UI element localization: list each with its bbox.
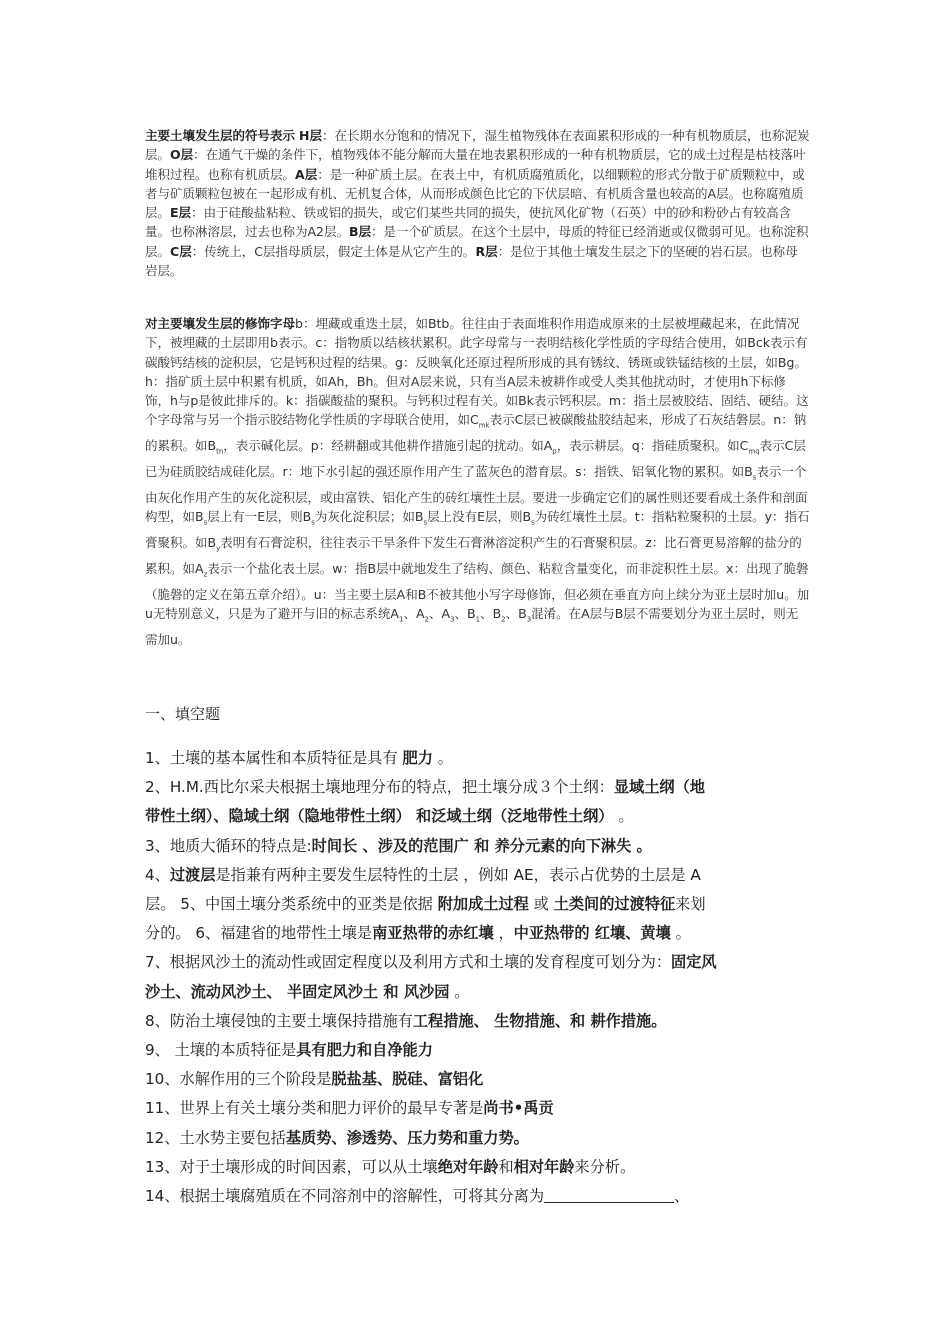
subscript: z: [203, 570, 208, 579]
answer-text: 相对年龄: [513, 1157, 575, 1176]
question-8: [145, 1007, 810, 1036]
question-text: 。: [432, 749, 453, 767]
suffix-text: 层上有一E层，则B: [207, 509, 312, 525]
subscript: s: [203, 518, 208, 527]
question-text: 3、地质大循环的特点是:: [145, 836, 312, 855]
suffix-text: 、A: [403, 605, 425, 621]
subscript: s: [752, 473, 757, 482]
a-horizon-text: ：是一种矿质土层。在表土中，有机质腐殖质化，以细颗粒的形式分散于矿质颗粒中，或者与矿质颗粒包被在一起形成有机、无机复合体，从而形成颜色比它的下伏层暗、有机质含量也较高的A层。也称腐殖质层。: [145, 166, 805, 221]
suffix-letters-title: 对主要壤发生层的修饰字母: [145, 316, 296, 331]
question-text: 分的。 6、福建省的地带性土壤是: [145, 924, 373, 943]
question-text: 。: [613, 807, 634, 826]
suffix-text: 、B: [480, 605, 502, 621]
question-text: 。: [449, 982, 470, 1001]
b-horizon-label: B层: [349, 224, 372, 240]
question-text: 和: [498, 1157, 514, 1176]
answer-text: 过渡层: [169, 865, 216, 884]
question-4: [145, 861, 810, 890]
question-text: 7、根据风沙土的流动性或固定程度以及利用方式和土壤的发育程度可划分为：: [145, 953, 672, 972]
suffix-text: 表示一个由灰化作用产生的灰化淀积层，或由富铁、铝化产生的砖红壤性土层。要进一步确定它们的属性则还要看成土条件和剖面构型，如B: [145, 464, 808, 525]
r-horizon-label: R层: [475, 243, 498, 259]
subscript: s: [423, 518, 428, 527]
question-text: ，: [493, 924, 514, 943]
h-horizon-text: ：在长期水分饱和的情况下，湿生植物残体在表面累积形成的一种有机物质层，也称泥炭层。: [145, 128, 810, 163]
e-horizon-text: ：由于硅酸盐粘粒、铁或铝的损失，或它们某些共同的损失，使抗风化矿物（石英）中的砂和粉砂占有较高含量。也称淋溶层，过去也称为A2层。: [145, 205, 792, 240]
o-horizon-text: ：在通气干燥的条件下，植物残体不能分解而大量在地表累积形成的一种有机物质层，它的成土过程是枯枝落叶堆积过程。也称有机质层。: [145, 147, 806, 182]
subscript: mq: [748, 447, 760, 456]
answer-text: 显域土纲（地: [613, 778, 705, 797]
question-7: [145, 948, 810, 977]
question-text: 8、防治土壤侵蚀的主要土壤保持措施有: [145, 1011, 413, 1030]
question-text: 来分析。: [574, 1157, 636, 1176]
question-2: [145, 773, 810, 802]
question-text: 10、水解作用的三个阶段是: [145, 1070, 332, 1089]
suffix-text: b：埋藏或重迭土层，如Btb。往往由于表面堆积作用造成原来的土层被埋藏起来，在此情况下，被埋藏的土层即用b表示。c：指物质以结核状累积。此字母常与一表明结核化学性质的字母结合使用，如Bck表示有碳酸钙结核的淀积层，它是钙积过程的结果。g：反映氧化还原过程所形成的具有锈纹、锈斑或铁锰结核的土层，如Bg。h：指矿质土层中积累有机质，如Ah，Bh。但对A层来说，只有当A层未被耕作或受人类其他扰动时，才使用h下标修饰，h与p是彼此排斥的。k：指碳酸盐的聚积。与钙积过程有关。如Bk表示钙积层。m：指土层被胶结、固结、硬结。这个字母常与另一个指示胶结物化学性质的字母联合使用，如C: [145, 316, 809, 428]
question-text: 、: [674, 1187, 690, 1206]
question-text: 。: [670, 924, 691, 943]
subscript: tn: [216, 447, 224, 456]
question-text: 层。 5、中国土壤分类系统中的亚类是依据: [145, 895, 438, 914]
suffix-text: 为砖红壤性土层。t：指粘粒聚积的土层。y：指石膏聚积。如B: [145, 509, 810, 550]
suffix-text: 混淆。在A层与B层不需要划分为亚土层时，则无需加u。: [145, 605, 799, 647]
subscript: 2: [501, 615, 506, 624]
question-3: [145, 832, 810, 861]
question-text: 4、: [145, 865, 170, 884]
answer-text: 中亚热带的 红壤、黄壤: [513, 924, 671, 943]
c-horizon-text: ：传统上，C层指母质层，假定土体是从它产生的。: [191, 243, 476, 259]
b-horizon-text: ：是一个矿质层。在这个土层中，母质的特征已经消逝或仅微弱可见。也称淀积层。: [145, 224, 809, 259]
subscript: s: [311, 518, 315, 527]
r-horizon-text: ：是位于其他土壤发生层之下的坚硬的岩石层。也称母岩层。: [145, 243, 798, 279]
horizon-symbols-title: 主要土壤发生层的符号表示: [145, 128, 296, 143]
question-10: [145, 1065, 810, 1094]
question-text: 来划: [675, 895, 706, 914]
subscript: y: [216, 544, 221, 553]
answer-text: 固定风: [671, 953, 717, 972]
question-14: [145, 1182, 810, 1211]
question-text: 13、对于土壤形成的时间因素，可以从土壤: [145, 1157, 438, 1176]
answer-text: 沙土、流动风沙土、 半固定风沙土 和 风沙园: [145, 982, 450, 1001]
question-5: [145, 890, 810, 919]
question-text: 2、H.M.西比尔采夫根据土壤地理分布的特点，把土壤分成３个土纲：: [145, 778, 614, 797]
question-11: [145, 1094, 810, 1123]
suffix-text: 为灰化淀积层；如B: [314, 509, 424, 525]
suffix-text: 表示C层已被碳酸盐胶结起来，形成了石灰结磐层。n：钠的累积。如B: [145, 412, 807, 454]
answer-text: 南亚热带的赤红壤: [372, 924, 494, 943]
question-2-cont: [145, 802, 810, 831]
suffix-text: 表示C层已为硅质胶结成硅化层。r：地下水引起的强还原作用产生了蓝灰色的潜育层。s：指铁、铝氧化物的累积。如B: [145, 438, 806, 480]
suffix-text: 表示一个盐化表土层。w：指B层中就地发生了结构、颜色、粘粒含量变化，而非淀积性土层。x：出现了脆磐（脆磐的定义在第五章介绍）。u：当主要土层A和B不被其他小写字母修饰，但必须在垂直方向上续分为亚土层时加u。加u无特别意义，只是为了避开与旧的标志系统A: [145, 560, 810, 621]
subscript: p: [552, 447, 557, 456]
subscript: 1: [398, 615, 404, 624]
subscript: 3: [526, 615, 532, 624]
question-7-cont: [145, 978, 810, 1007]
answer-text: 时间长 、涉及的范围广 和 养分元素的向下淋失 。: [311, 836, 652, 855]
section-title: 一、填空题: [145, 705, 221, 723]
suffix-text: 层上没有E层，则B: [427, 509, 532, 525]
o-horizon-label: O层: [170, 147, 194, 163]
suffix-text: 、A: [428, 605, 451, 621]
answer-text: 脱盐基、脱硅、富铝化: [331, 1070, 484, 1089]
answer-blank: [544, 1186, 674, 1203]
question-13: [145, 1153, 810, 1182]
answer-text: 土类间的过渡特征: [553, 895, 676, 914]
c-horizon-label: C层: [170, 243, 192, 259]
question-text: 是指兼有两种主要发生层特性的土层 ，例如 AE，表示占优势的土层是 A: [215, 865, 701, 884]
question-text: 1、土壤的基本属性和本质特征是具有: [145, 749, 403, 767]
suffix-text: 、B: [505, 605, 527, 621]
question-6: [145, 919, 810, 948]
question-12: [145, 1124, 810, 1153]
h-horizon-label: H层: [299, 128, 322, 143]
subscript: 3: [450, 615, 455, 624]
question-text: 12、土水势主要包括: [145, 1128, 286, 1147]
suffix-letters-paragraph: [145, 314, 810, 649]
suffix-text: ，表示耕层。q：指硅质聚积。如C: [556, 438, 749, 454]
subscript: s: [531, 518, 535, 527]
answer-text: 附加成土过程: [437, 895, 529, 914]
question-text: 或: [528, 895, 554, 914]
answer-text: 肥力: [402, 749, 433, 767]
answer-text: 带性土纲）、隐域土纲（隐地带性土纲） 和泛域土纲（泛地带性土纲）: [145, 807, 614, 826]
suffix-text: ，表示碱化层。p：经耕翻或其他耕作措施引起的扰动。如A: [223, 438, 553, 454]
suffix-text: 表明有石膏淀积，往往表示干旱条件下发生石膏淋溶淀积产生的石膏聚积层。z：比石膏更易溶解的盐分的累积。如A: [145, 534, 802, 576]
question-text: 9、 土壤的本质特征是: [145, 1041, 297, 1060]
fill-in-questions: [145, 744, 810, 1211]
subscript: mk: [478, 421, 490, 430]
horizon-symbols-paragraph: [145, 126, 810, 280]
subscript: 2: [424, 615, 429, 624]
answer-text: 绝对年龄: [437, 1157, 499, 1176]
answer-text: 具有肥力和自净能力: [296, 1041, 433, 1060]
answer-text: 工程措施、 生物措施、和 耕作措施。: [412, 1011, 667, 1030]
answer-text: 尚书•禹贡: [483, 1099, 554, 1118]
question-text: 11、世界上有关土壤分类和肥力评价的最早专著是: [145, 1099, 484, 1118]
suffix-text: 、B: [454, 605, 476, 621]
question-1: [145, 744, 810, 773]
subscript: 1: [475, 615, 481, 624]
a-horizon-label: A层: [295, 166, 318, 182]
answer-text: 基质势、渗透势、压力势和重力势。: [285, 1128, 529, 1147]
e-horizon-label: E层: [170, 205, 192, 221]
question-text: 14、根据土壤腐殖质在不同溶剂中的溶解性，可将其分离为: [145, 1187, 545, 1206]
question-9: [145, 1036, 810, 1065]
